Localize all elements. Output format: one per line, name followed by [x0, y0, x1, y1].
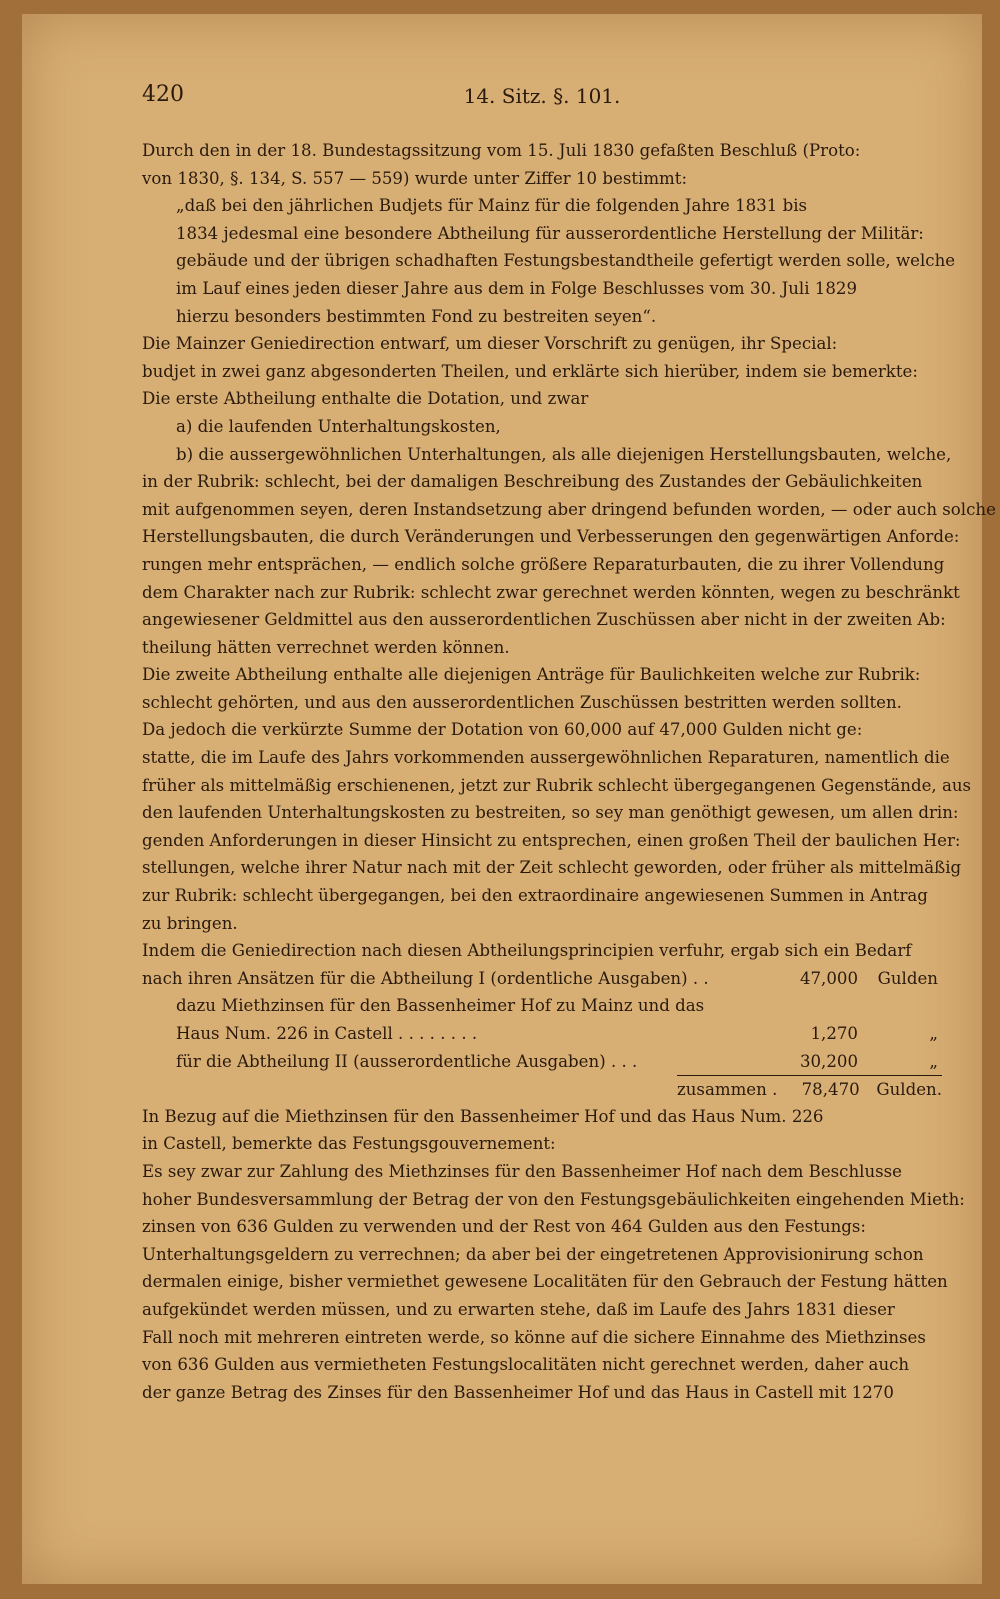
text-line: früher als mittelmäßig erschienenen, jetzt zur Rubrik schlecht übergegangenen Gegenstände, aus — [142, 775, 972, 795]
text-line: In Bezug auf die Miethzinsen für den Bassenheimer Hof und das Haus Num. 226 — [142, 1106, 824, 1126]
total-label: zusammen . — [677, 1080, 778, 1100]
text-line: Durch den in der 18. Bundestagssitzung vom 15. Juli 1830 gefaßten Beschluß (Proto: — [142, 141, 861, 160]
total-unit: Gulden. — [876, 1080, 942, 1100]
row-label: für die Abtheilung II (ausserordentliche Ausgaben) . . . — [176, 1051, 638, 1071]
text-line: Indem die Geniedirection nach diesen Abtheilungsprincipien verfuhr, ergab sich ein Bedarf — [142, 941, 912, 961]
text-line: zur Rubrik: schlecht übergegangen, bei den extraordinaire angewiesenen Summen in Antrag — [142, 886, 928, 906]
text-line: 1834 jedesmal eine besondere Abtheilung für ausserordentliche Herstellung der Militär: — [176, 223, 924, 243]
row-label: nach ihren Ansätzen für die Abtheilung I (ordentliche Ausgaben) . . — [142, 968, 709, 988]
text-line: Die erste Abtheilung enthalte die Dotation, und zwar — [142, 389, 589, 409]
row-amount: 30,200 — [799, 1051, 858, 1071]
total-amount: 78,470 — [801, 1080, 860, 1100]
text-line: in der Rubrik: schlecht, bei der damaligen Beschreibung des Zustandes der Gebäulichkeiten — [142, 472, 923, 492]
text-line: mit aufgenommen seyen, deren Instandsetzung aber dringend befunden worden, — oder auch solche — [142, 499, 996, 519]
budget-row-miethzinsen: dazu Miethzinsen für den Bassenheimer Hof zu Mainz und das — [176, 996, 705, 1016]
text-line: Da jedoch die verkürzte Summe der Dotation von 60,000 auf 47,000 Gulden nicht ge: — [142, 720, 863, 740]
text-line: Fall noch mit mehreren eintreten werde, so könne auf die sichere Einnahme des Miethzinses — [142, 1327, 926, 1347]
text-line: dem Charakter nach zur Rubrik: schlecht zwar gerechnet werden könnten, wegen zu beschränkt — [142, 582, 960, 602]
text-line: schlecht gehörten, und aus den ausserordentlichen Zuschüssen bestritten werden sollten. — [142, 692, 902, 712]
text-line: hierzu besonders bestimmten Fond zu bestreiten seyen“. — [176, 306, 657, 326]
page-number: 420 — [142, 82, 184, 107]
row-unit: „ — [929, 1024, 938, 1043]
row-label: Haus Num. 226 in Castell . . . . . . . . — [176, 1024, 478, 1043]
row-amount: 47,000 — [799, 968, 858, 988]
text-line: Die Mainzer Geniedirection entwarf, um dieser Vorschrift zu genügen, ihr Special: — [142, 334, 838, 354]
text-line: gebäude und der übrigen schadhaften Festungsbestandtheile gefertigt werden solle, welche — [176, 251, 956, 271]
page-header — [142, 82, 942, 122]
text-line: Herstellungsbauten, die durch Veränderungen und Verbesserungen den gegenwärtigen Anforde: — [142, 527, 960, 547]
budget-row-haus — [142, 1020, 942, 1048]
text-line: „daß bei den jährlichen Budjets für Mainz für die folgenden Jahre 1831 bis — [176, 196, 808, 216]
text-line: stellungen, welche ihrer Natur nach mit der Zeit schlecht geworden, oder früher als mittelmäßig — [142, 858, 962, 878]
budget-row-abtheilung-1 — [142, 965, 942, 993]
body-text — [142, 137, 996, 1406]
text-line: von 1830, §. 134, S. 557 — 559) wurde unter Ziffer 10 bestimmt: — [142, 168, 688, 188]
text-line: theilung hätten verrechnet werden können. — [142, 637, 510, 657]
text-line: den laufenden Unterhaltungskosten zu bestreiten, so sey man genöthigt gewesen, um allen drin: — [142, 803, 959, 823]
row-unit: Gulden — [877, 968, 938, 988]
text-line: Die zweite Abtheilung enthalte alle diejenigen Anträge für Baulichkeiten welche zur Rubrik: — [142, 665, 921, 685]
text-line: hoher Bundesversammlung der Betrag der von den Festungsgebäulichkeiten eingehenden Mieth: — [142, 1189, 965, 1209]
text-line: statte, die im Laufe des Jahrs vorkommenden aussergewöhnlichen Reparaturen, namentlich die — [142, 748, 950, 768]
text-line: angewiesener Geldmittel aus den ausserordentlichen Zuschüssen aber nicht in der zweiten Ab: — [142, 610, 946, 630]
text-line: budjet in zwei ganz abgesonderten Theilen, und erklärte sich hierüber, indem sie bemerkte: — [142, 361, 918, 381]
text-line: von 636 Gulden aus vermietheten Festungslocalitäten nicht gerechnet werden, daher auch — [142, 1355, 910, 1375]
budget-row-abtheilung-2 — [142, 1048, 942, 1076]
text-line: a) die laufenden Unterhaltungskosten, — [176, 416, 501, 436]
text-line: b) die aussergewöhnlichen Unterhaltungen, als alle diejenigen Herstellungsbauten, welche, — [176, 444, 952, 464]
row-amount: 1,270 — [810, 1024, 858, 1043]
text-line: der ganze Betrag des Zinses für den Bassenheimer Hof und das Haus in Castell mit 1270 — [142, 1382, 894, 1402]
text-line: zu bringen. — [142, 913, 238, 933]
text-line: im Lauf eines jeden dieser Jahre aus dem in Folge Beschlusses vom 30. Juli 1829 — [176, 278, 858, 298]
text-line: zinsen von 636 Gulden zu verwenden und der Rest von 464 Gulden aus den Festungs: — [142, 1217, 867, 1237]
text-line: aufgekündet werden müssen, und zu erwarten stehe, daß im Laufe des Jahrs 1831 dieser — [142, 1299, 895, 1319]
running-head: 14. Sitz. §. 101. — [463, 84, 621, 108]
text-line: in Castell, bemerkte das Festungsgouvernement: — [142, 1134, 556, 1154]
budget-total-row — [142, 1075, 942, 1103]
total-box — [677, 1075, 942, 1103]
text-line: Es sey zwar zur Zahlung des Miethzinses für den Bassenheimer Hof nach dem Beschlusse — [142, 1161, 902, 1181]
text-line: rungen mehr entsprächen, — endlich solche größere Reparaturbauten, die zu ihrer Vollendung — [142, 554, 945, 574]
text-line: genden Anforderungen in dieser Hinsicht zu entsprechen, einen großen Theil der baulichen Her: — [142, 830, 961, 850]
text-line: Unterhaltungsgeldern zu verrechnen; da aber bei der eingetretenen Approvisionirung schon — [142, 1244, 924, 1264]
text-line: dermalen einige, bisher vermiethet gewesene Localitäten für den Gebrauch der Festung hätten — [142, 1272, 948, 1292]
row-unit: „ — [929, 1051, 938, 1071]
